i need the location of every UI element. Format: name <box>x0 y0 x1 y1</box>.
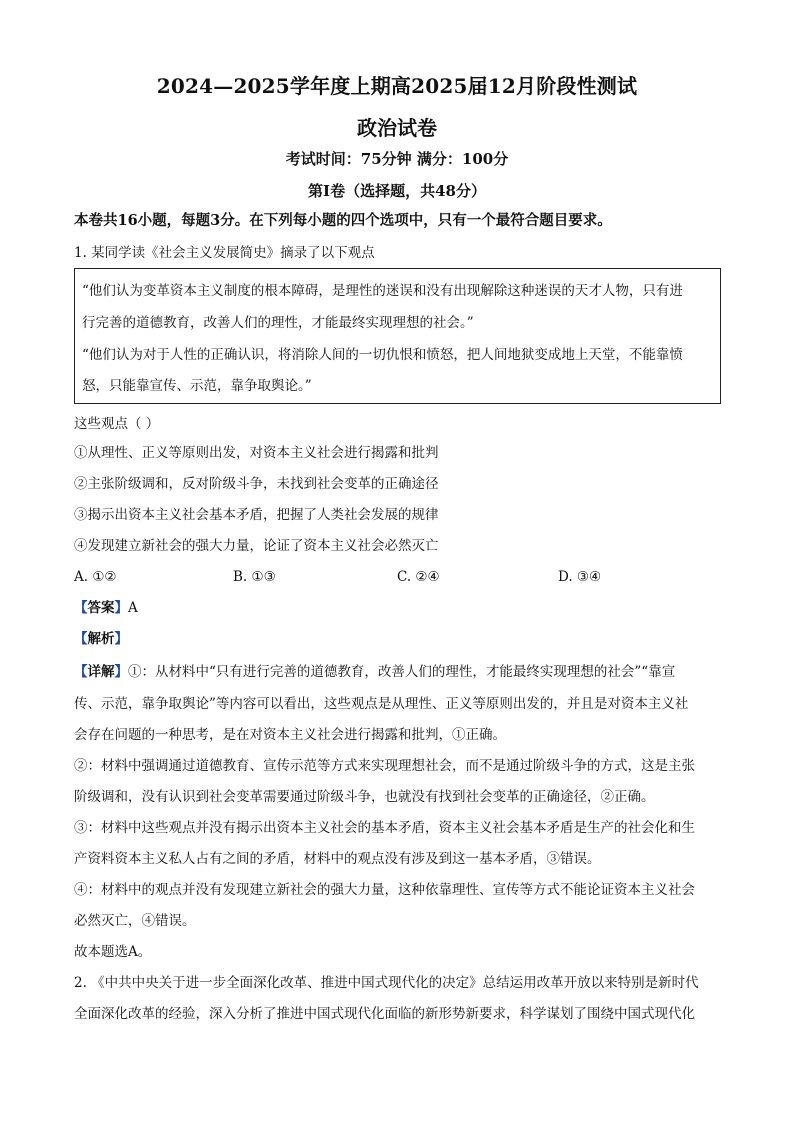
exam-info: 考试时间：75分钟 满分：100分 <box>285 150 509 168</box>
q1-option-b: B. ①③ <box>233 569 276 585</box>
explanation-line: 必然灭亡，④错误。 <box>74 913 196 929</box>
q1-statement: ①从理性、正义等原则出发，对资本主义社会进行揭露和批判 <box>74 445 439 461</box>
q1-option-a: A. ①② <box>74 569 117 585</box>
explanation-line: 会存在问题的一种思考，是在对资本主义社会进行揭露和批判，①正确。 <box>74 727 506 743</box>
q1-quote-line: 怒，只能靠宣传、示范，靠争取舆论。” <box>82 378 312 394</box>
explanation-line: ④：材料中的观点并没有发现建立新社会的强大力量，这种依靠理性、宣传等方式不能论证资本主义社会 <box>74 882 695 898</box>
explanation-line: 传、示范，靠争取舆论”等内容可以看出，这些观点是从理性、正义等原则出发的，并且是对资本主义社 <box>74 696 689 712</box>
explanation-line: ②：材料中强调通过道德教育、宣传示范等方式来实现理想社会，而不是通过阶级斗争的方式，这是主张 <box>74 758 695 774</box>
bracket-right: 】 <box>114 631 128 647</box>
q2-stem-line: 全面深化改革的经验，深入分析了推进中国式现代化面临的新形势新要求，科学谋划了围绕中国式现代化 <box>74 1006 695 1022</box>
answer-value: A <box>128 600 138 616</box>
answer-label: 答案 <box>87 600 115 616</box>
q2-stem-line: 2. 《中共中央关于进一步全面深化改革、推进中国式现代化的决定》总结运用改革开放以来特别是新时代 <box>74 975 699 991</box>
explanation-line: 故本题选A。 <box>74 944 152 960</box>
bracket-left: 【 <box>74 664 88 680</box>
q1-option-d: D. ③④ <box>558 569 602 585</box>
explanation-line: 产资料资本主义私人占有之间的矛盾，材料中的观点没有涉及到这一基本矛盾，③错误。 <box>74 851 601 867</box>
q1-statement: ③揭示出资本主义社会基本矛盾，把握了人类社会发展的规律 <box>74 507 439 523</box>
q1-stem: 1. 某同学读《社会主义发展简史》摘录了以下观点 <box>74 245 375 261</box>
analysis-label: 解析 <box>87 631 115 647</box>
q1-quote-line: “他们认为变革资本主义制度的根本障碍，是理性的迷误和没有出现解除这种迷误的天才人物，只有进 <box>82 283 683 299</box>
bracket-left: 【 <box>74 631 88 647</box>
subject-title: 政治试卷 <box>357 116 437 140</box>
instructions: 本卷共16小题，每题3分。在下列每小题的四个选项中，只有一个最符合题目要求。 <box>74 212 612 229</box>
q1-option-c: C. ②④ <box>397 569 440 585</box>
explanation-line: ③：材料中这些观点并没有揭示出资本主义社会的基本矛盾，资本主义社会基本矛盾是生产的社会化和生 <box>74 820 695 836</box>
detail-label: 详解 <box>87 664 115 680</box>
q1-prompt: 这些观点（ ） <box>74 416 160 432</box>
bracket-right: 】 <box>114 600 128 616</box>
q1-quote-line: 行完善的道德教育，改善人们的理性，才能最终实现理想的社会。” <box>82 315 474 331</box>
q1-statement: ②主张阶级调和，反对阶级斗争，未找到社会变革的正确途径 <box>74 476 439 492</box>
q1-quote-line: “他们认为对于人性的正确认识，将消除人间的一切仇恨和愤怒，把人间地狱变成地上天堂，不能靠愤 <box>82 347 683 363</box>
bracket-right: 】 <box>114 664 128 680</box>
section-title: 第Ⅰ卷（选择题，共48分） <box>308 182 486 200</box>
q1-answer <box>74 598 138 618</box>
q1-detail-line <box>74 662 675 682</box>
explanation-line: ①：从材料中“只有进行完善的道德教育，改善人们的理性，才能最终实现理想的社会”“靠宣 <box>128 664 676 680</box>
explanation-line: 阶级调和，没有认识到社会变革需要通过阶级斗争，也就没有找到社会变革的正确途径，②正确。 <box>74 789 655 805</box>
bracket-left: 【 <box>74 600 88 616</box>
q1-analysis-heading <box>74 629 128 649</box>
q1-statement: ④发现建立新社会的强大力量，论证了资本主义社会必然灭亡 <box>74 538 439 554</box>
exam-title: 2024—2025学年度上期高2025届12月阶段性测试 <box>156 74 638 98</box>
